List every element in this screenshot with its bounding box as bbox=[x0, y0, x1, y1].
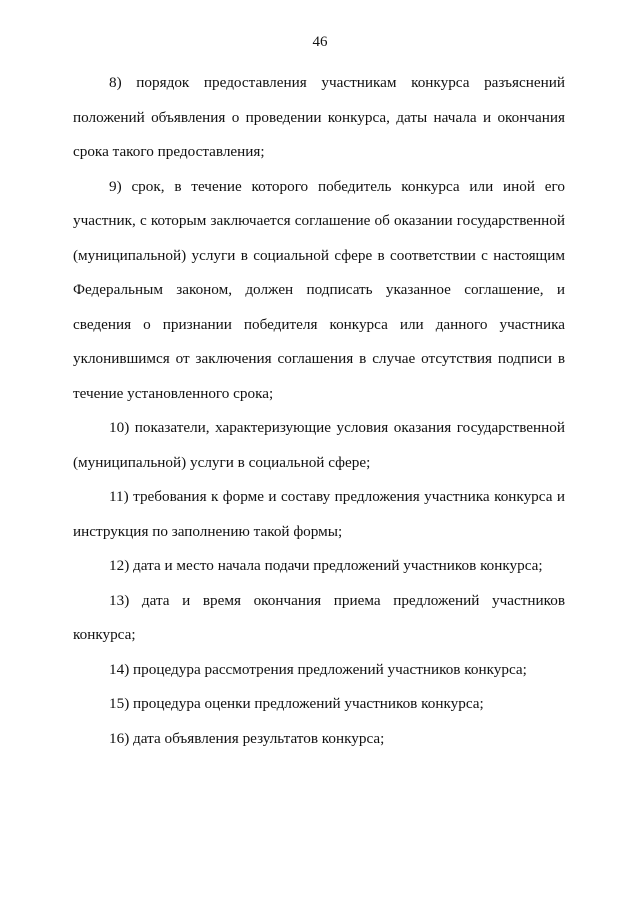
paragraph-item-11: 11) требования к форме и составу предложения участника конкурса и инструкция по заполнению такой формы; bbox=[73, 488, 565, 540]
paragraph-item-16: 16) дата объявления результатов конкурса; bbox=[109, 729, 385, 747]
paragraph-item-13: 13) дата и время окончания приема предложений участников конкурса; bbox=[73, 591, 565, 643]
page-number: 46 bbox=[312, 34, 328, 50]
paragraph-item-10: 10) показатели, характеризующие условия оказания государственной (муниципальной) услуги в социальной сфере; bbox=[73, 419, 565, 471]
paragraph-item-8: 8) порядок предоставления участникам конкурса разъяснений положений объявления о проведении конкурса, даты начала и окончания срока такого предоставления; bbox=[73, 74, 565, 160]
document-body bbox=[73, 66, 565, 756]
paragraph-item-15: 15) процедура оценки предложений участников конкурса; bbox=[109, 695, 484, 712]
paragraph-item-12: 12) дата и место начала подачи предложений участников конкурса; bbox=[109, 557, 543, 574]
paragraph-item-9: 9) срок, в течение которого победитель конкурса или иной его участник, с которым заключается соглашение об оказании государственной (муниципальной) услуги в социальной сфере в соответствии с настоящим Федеральным законом, должен подписать указанное соглашение, и сведения о признании победителя конкурса или данного участника уклонившимся от заключения соглашения в случае отсутствия подписи в течение установленного срока; bbox=[73, 177, 565, 402]
paragraph-item-14: 14) процедура рассмотрения предложений участников конкурса; bbox=[109, 660, 527, 678]
